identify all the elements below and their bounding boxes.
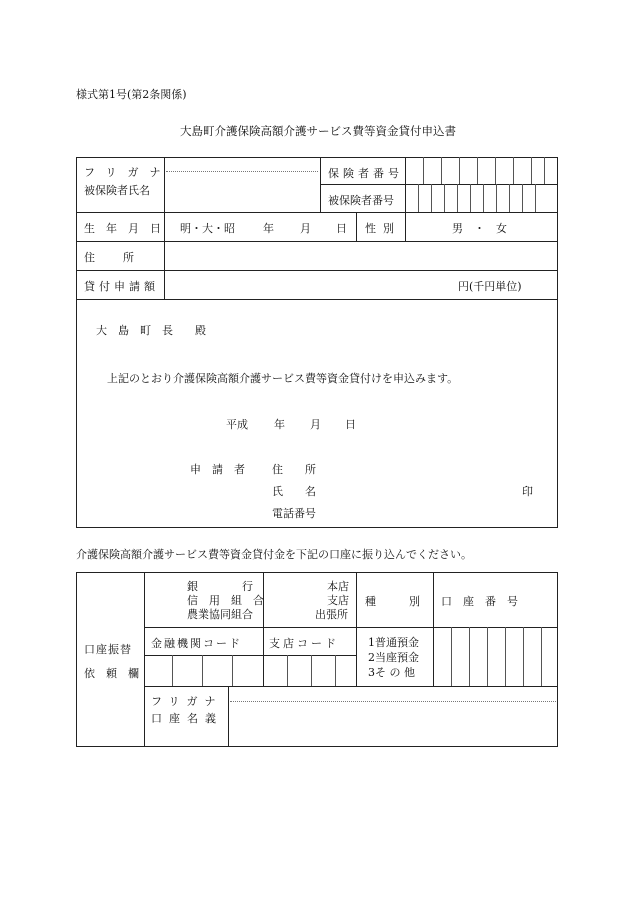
birth-day-label: 日 [336, 222, 347, 235]
type-option-3[interactable]: 3そ の 他 [368, 666, 415, 679]
applicant-name-label: 氏 名 [272, 485, 316, 498]
date-year-label: 年 [274, 418, 285, 431]
type-option-1[interactable]: 1普通預金 [368, 636, 419, 649]
phone-label: 電話番号 [272, 507, 316, 520]
head-office-option: 本店 [327, 580, 349, 593]
birthdate-label: 生年月日 [84, 222, 172, 235]
credit-union-option: 信 用 組 合 [187, 594, 264, 607]
account-holder-field[interactable] [229, 703, 557, 746]
birth-year-label: 年 [263, 222, 274, 235]
account-number-label: 口 座 番 号 [441, 595, 518, 608]
branch-code-label: 支店コード [269, 637, 339, 650]
date-month-label: 月 [310, 418, 321, 431]
address-label: 住 所 [84, 251, 136, 264]
birth-era-options[interactable]: 明・大・昭 [180, 222, 235, 235]
date-day-label: 日 [345, 418, 356, 431]
page-title: 大島町介護保険高額介護サービス費等資金貸付申込書 [180, 124, 456, 138]
applicant-address-label: 住 所 [272, 463, 316, 476]
form-number: 様式第1号(第2条関係) [76, 88, 187, 101]
branch-option: 支店 [327, 594, 349, 607]
request-statement: 上記のとおり介護保険高額介護サービス費等資金貸付けを申込みます。 [107, 372, 459, 385]
sex-label: 性別 [365, 222, 401, 235]
holder-furigana-label: フリガナ [151, 695, 223, 708]
loan-amount-field[interactable] [165, 271, 455, 299]
date-era: 平成 [226, 418, 248, 431]
sex-options[interactable]: 男 ・ 女 [452, 222, 507, 235]
transfer-note: 介護保険高額介護サービス費等資金貸付金を下記の口座に振り込んでください。 [76, 548, 472, 561]
applicant-label: 申 請 者 [190, 463, 245, 476]
account-type-label: 種 別 [365, 595, 420, 608]
transfer-section-label-2: 依 頼 欄 [84, 667, 139, 680]
bank-code-label: 金融機関コード [151, 637, 242, 650]
loan-amount-label: 貸付申請額 [84, 280, 159, 293]
transfer-section-label: 口座振替 [84, 643, 132, 656]
bank-option: 銀 行 [187, 580, 253, 593]
agri-coop-option: 農業協同組合 [187, 608, 253, 621]
account-holder-label: 口座名義 [151, 712, 223, 725]
insured-number-field[interactable] [406, 185, 557, 212]
account-number-field[interactable] [434, 628, 557, 686]
insurer-number-label: 保険者番号 [328, 167, 403, 180]
furigana-label: フリガナ [84, 166, 172, 179]
insured-name-field[interactable] [164, 175, 320, 209]
sub-office-option: 出張所 [315, 608, 348, 621]
insured-number-label: 被保険者番号 [328, 194, 394, 207]
bank-code-field[interactable] [145, 656, 263, 686]
seal-mark: 印 [522, 485, 533, 498]
birth-month-label: 月 [300, 222, 311, 235]
type-option-2[interactable]: 2当座預金 [368, 651, 419, 664]
branch-code-field[interactable] [264, 656, 356, 686]
address-field[interactable] [165, 242, 557, 270]
insured-name-label: 被保険者氏名 [84, 184, 150, 197]
insurer-number-field[interactable] [406, 158, 557, 184]
addressee: 大 島 町 長 殿 [96, 324, 206, 337]
amount-unit: 円(千円単位) [458, 280, 522, 293]
